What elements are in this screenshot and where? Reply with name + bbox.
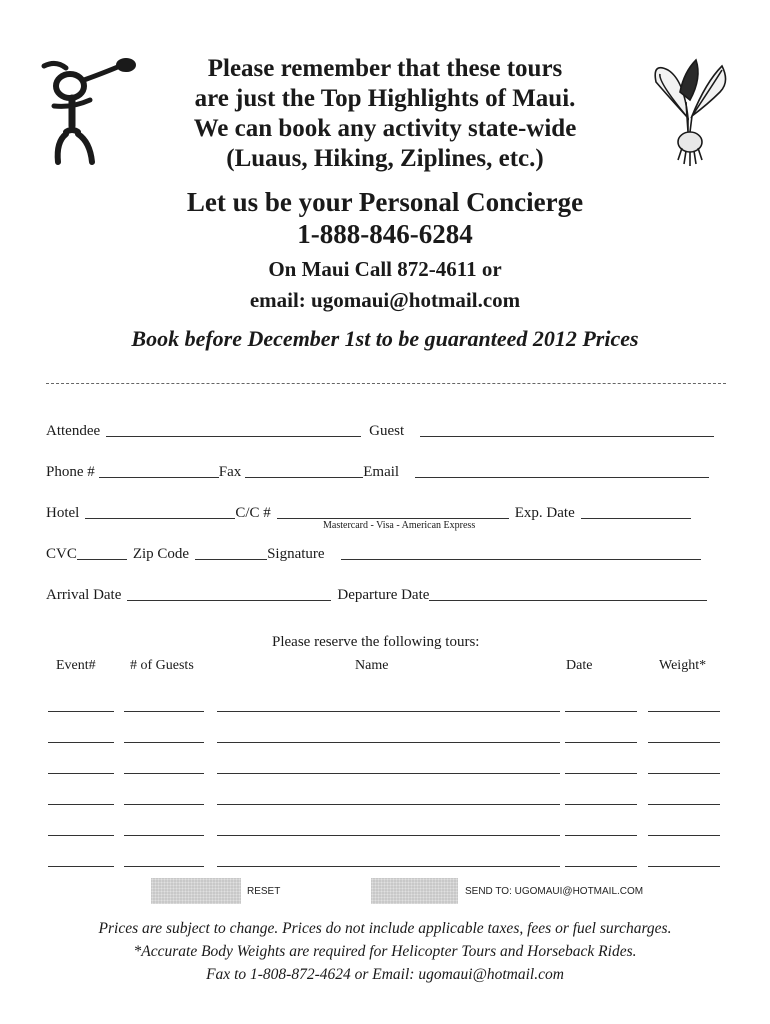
email-field[interactable]: [415, 461, 709, 478]
maui-call-text: On Maui Call 872-4611 or: [268, 257, 502, 281]
signature-field[interactable]: [341, 543, 701, 560]
footer-line: Fax to 1-808-872-4624 or Email: ugomaui@hotmail.com: [206, 966, 564, 983]
fax-label: Fax: [218, 464, 242, 480]
tour-row: [48, 851, 720, 869]
departure-date-field[interactable]: [429, 584, 707, 601]
intro-line: Please remember that these tours: [207, 55, 563, 82]
guests-field[interactable]: [124, 758, 204, 774]
col-event-header: Event#: [56, 658, 96, 673]
exp-date-field[interactable]: [581, 502, 691, 519]
reset-button-label: RESET: [247, 886, 281, 897]
guests-field[interactable]: [124, 727, 204, 743]
send-button-label: SEND TO: UGOMAUI@HOTMAIL.COM: [465, 886, 644, 897]
name-field[interactable]: [217, 789, 560, 805]
date-field[interactable]: [565, 758, 637, 774]
tour-row: [48, 696, 720, 714]
footer-notes: [40, 917, 730, 986]
dashed-divider: [46, 383, 726, 384]
date-field[interactable]: [565, 789, 637, 805]
event-field[interactable]: [48, 851, 114, 867]
name-field[interactable]: [217, 696, 560, 712]
petroglyph-figure-icon: [36, 46, 146, 171]
intro-text: [150, 54, 620, 174]
cvc-row: [46, 537, 720, 563]
phone-label: Phone #: [46, 464, 95, 480]
footer-line: Prices are subject to change. Prices do not include applicable taxes, fees or fuel surcharges.: [98, 920, 672, 937]
name-field[interactable]: [217, 851, 560, 867]
guests-field[interactable]: [124, 820, 204, 836]
intro-line: We can book any activity state-wide: [193, 115, 577, 142]
hotel-label: Hotel: [46, 505, 80, 521]
arrival-date-label: Arrival Date: [46, 587, 122, 603]
guests-field[interactable]: [124, 696, 204, 712]
cc-field[interactable]: [277, 502, 509, 519]
concierge-title: Let us be your Personal Concierge: [186, 187, 584, 217]
tours-heading: Please reserve the following tours:: [272, 634, 480, 650]
hotel-row: [46, 496, 720, 522]
guests-field[interactable]: [124, 789, 204, 805]
name-field[interactable]: [217, 758, 560, 774]
departure-date-label: Departure Date: [337, 587, 430, 603]
tour-row: [48, 758, 720, 776]
weight-field[interactable]: [648, 851, 720, 867]
intro-line: are just the Top Highlights of Maui.: [194, 85, 576, 112]
contact-info: [100, 254, 670, 316]
weight-field[interactable]: [648, 696, 720, 712]
dates-row: [46, 578, 720, 604]
col-name-header: Name: [355, 658, 389, 673]
name-field[interactable]: [217, 820, 560, 836]
date-field[interactable]: [565, 820, 637, 836]
name-field[interactable]: [217, 727, 560, 743]
attendee-row: [46, 414, 720, 440]
attendee-field[interactable]: [106, 420, 361, 437]
guest-label: Guest: [369, 423, 405, 439]
guests-field[interactable]: [124, 851, 204, 867]
tour-row: [48, 789, 720, 807]
weight-field[interactable]: [648, 727, 720, 743]
event-field[interactable]: [48, 727, 114, 743]
event-field[interactable]: [48, 820, 114, 836]
zip-code-field[interactable]: [195, 543, 267, 560]
cvc-field[interactable]: [77, 543, 127, 560]
phone-row: [46, 455, 720, 481]
tour-row: [48, 727, 720, 745]
card-types-note: Mastercard - Visa - American Express: [323, 520, 476, 531]
col-date-header: Date: [566, 658, 593, 673]
exp-date-label: Exp. Date: [514, 505, 575, 521]
event-field[interactable]: [48, 789, 114, 805]
phone-field[interactable]: [99, 461, 219, 478]
footer-line: *Accurate Body Weights are required for Helicopter Tours and Horseback Rides.: [133, 943, 637, 960]
send-button[interactable]: [371, 878, 458, 904]
event-field[interactable]: [48, 758, 114, 774]
hotel-field[interactable]: [85, 502, 235, 519]
cc-label: C/C #: [235, 505, 271, 521]
tour-row: [48, 820, 720, 838]
email-text: email: ugomaui@hotmail.com: [249, 288, 521, 312]
weight-field[interactable]: [648, 758, 720, 774]
arrival-date-field[interactable]: [127, 584, 331, 601]
col-weight-header: Weight*: [659, 658, 707, 673]
signature-label: Signature: [267, 546, 325, 562]
concierge-heading: [100, 186, 670, 250]
date-field[interactable]: [565, 727, 637, 743]
cvc-label: CVC: [46, 546, 77, 562]
guest-field[interactable]: [420, 420, 714, 437]
date-field[interactable]: [565, 851, 637, 867]
zip-code-label: Zip Code: [132, 546, 190, 562]
phone-number: 1-888-846-6284: [297, 219, 473, 249]
fax-field[interactable]: [245, 461, 363, 478]
attendee-label: Attendee: [46, 423, 101, 439]
taro-plant-icon: [650, 52, 730, 172]
intro-line: (Luaus, Hiking, Ziplines, etc.): [226, 145, 544, 172]
weight-field[interactable]: [648, 789, 720, 805]
book-by-notice: Book before December 1st to be guaranteed 2012 Prices: [131, 326, 639, 351]
weight-field[interactable]: [648, 820, 720, 836]
event-field[interactable]: [48, 696, 114, 712]
email-label: Email: [363, 464, 400, 480]
date-field[interactable]: [565, 696, 637, 712]
reset-button[interactable]: [151, 878, 241, 904]
col-guests-header: # of Guests: [130, 658, 194, 673]
